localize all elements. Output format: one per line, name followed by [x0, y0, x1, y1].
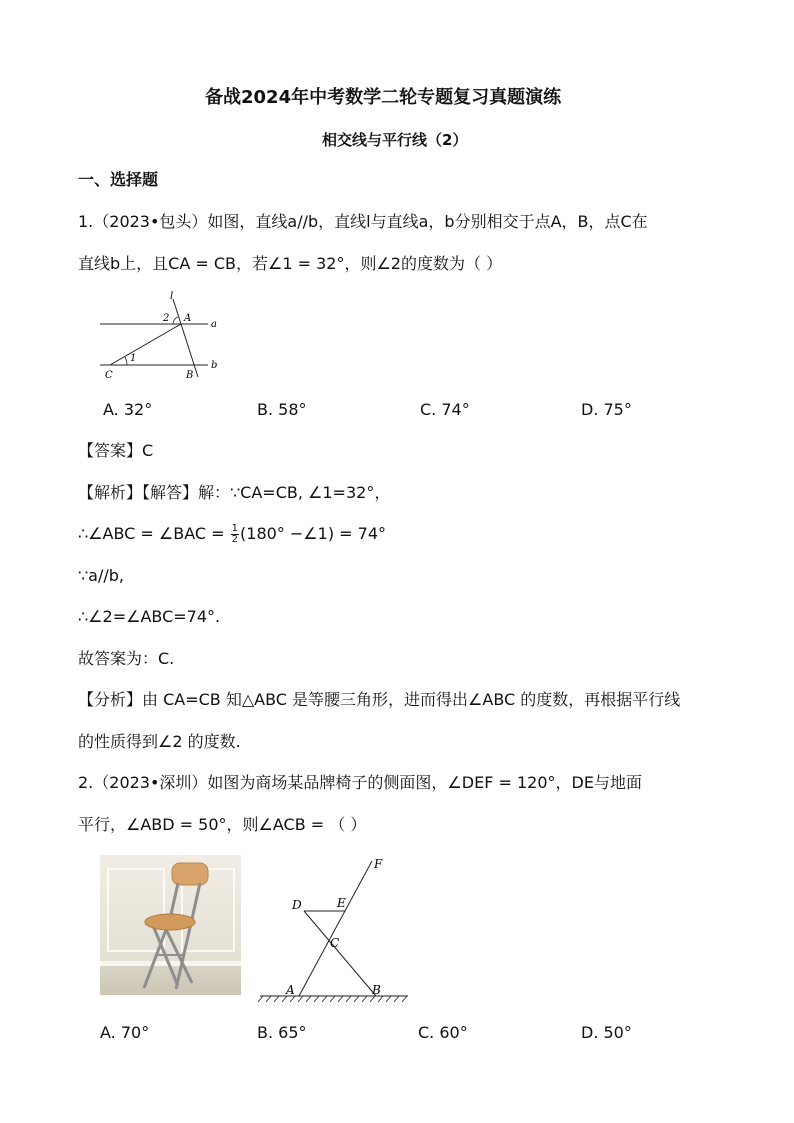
page-title: 备战2024年中考数学二轮专题复习真题演练: [205, 87, 562, 108]
question-1-option-a: A. 32°: [103, 400, 153, 419]
question-1-stem-line-1: 1.（2023•包头）如图，直线a//b，直线l与直线a，b分别相交于点A，B，点C在: [78, 212, 648, 231]
segment-db: [304, 911, 376, 996]
question-2-stem-line-2: 平行，∠ABD = 50°，则∠ACB = （ ）: [78, 815, 367, 834]
question-1-figure: [95, 288, 225, 383]
fraction-denominator: 2: [231, 534, 239, 545]
question-2-option-d: D. 50°: [581, 1023, 632, 1042]
question-2-stem-line-1: 2.（2023•深圳）如图为商场某品牌椅子的侧面图，∠DEF = 120°，DE与地面: [78, 773, 642, 792]
label-B: B: [372, 983, 381, 997]
question-1-option-b: B. 58°: [257, 400, 307, 419]
label-l: l: [170, 291, 174, 302]
fraction-half: [231, 524, 239, 545]
label-1: 1: [130, 353, 137, 364]
section-heading: 一、选择题: [78, 170, 159, 189]
fraction-numerator: 1: [231, 523, 239, 534]
label-b: b: [211, 360, 218, 371]
label-B: B: [186, 370, 194, 381]
question-2-option-b: B. 65°: [257, 1023, 307, 1042]
label-F: F: [374, 857, 383, 871]
question-1-conclusion: 故答案为：C.: [78, 649, 175, 668]
question-1-analysis-intro: 【解析】【解答】解：∵CA=CB, ∠1=32°，: [78, 483, 391, 502]
chair-photo: [100, 855, 241, 995]
label-2: 2: [163, 313, 170, 324]
step-1-prefix: ∴∠ABC = ∠BAC =: [78, 524, 230, 543]
question-2-figure: [255, 852, 415, 1004]
label-E: E: [337, 896, 346, 910]
question-1-option-d: D. 75°: [581, 400, 632, 419]
page-subtitle: 相交线与平行线（2）: [322, 131, 468, 149]
label-a: a: [211, 319, 217, 330]
ground-hatching: [258, 996, 407, 1002]
angle-1-arc: [125, 357, 127, 365]
question-2-option-a: A. 70°: [100, 1023, 150, 1042]
question-1-stem-line-2: 直线b上，且CA = CB，若∠1 = 32°，则∠2的度数为（ ）: [78, 254, 503, 273]
question-1-step-1: [78, 524, 386, 545]
question-1-option-c: C. 74°: [420, 400, 470, 419]
label-D: D: [292, 898, 302, 912]
question-1-step-3: ∴∠2=∠ABC=74°.: [78, 607, 221, 626]
segment-af: [299, 861, 372, 996]
segment-ca: [110, 324, 181, 365]
question-1-step-2: ∵a//b,: [78, 566, 125, 585]
label-A: A: [286, 983, 295, 997]
question-2-option-c: C. 60°: [418, 1023, 468, 1042]
label-C: C: [105, 370, 113, 381]
label-C: C: [330, 936, 340, 950]
question-1-fenxi-line-1: 【分析】由 CA=CB 知△ABC 是等腰三角形，进而得出∠ABC 的度数，再根据平行线: [78, 690, 681, 709]
angle-2-arc: [173, 317, 178, 324]
step-1-suffix: (180° −∠1) = 74°: [240, 524, 387, 543]
question-1-fenxi-line-2: 的性质得到∠2 的度数.: [78, 732, 241, 751]
question-1-answer: 【答案】C: [78, 441, 154, 460]
label-A: A: [184, 313, 192, 324]
